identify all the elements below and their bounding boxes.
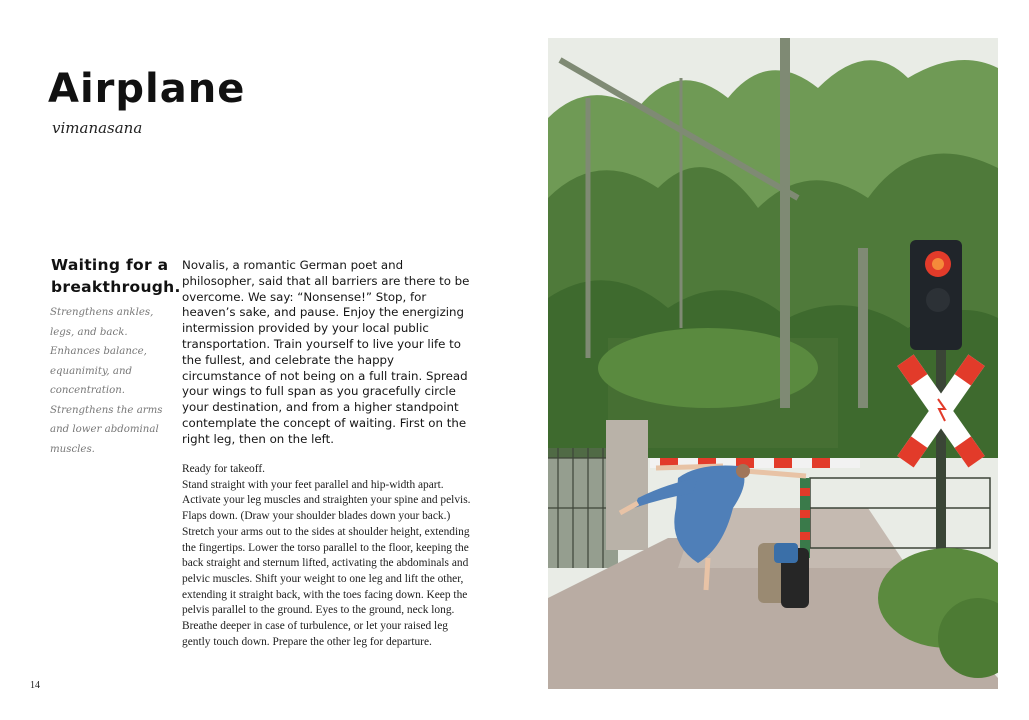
benefits-text: Strengthens ankles, legs, and back. Enhances balance, equanimity, and concentration. Strengthens the arms and lower abdominal muscles. [50, 307, 163, 455]
page-number: 14 [30, 680, 40, 691]
instruction-line: Ready for takeoff. [182, 463, 265, 475]
instruction-line: Flaps down. (Draw your shoulder blades down your back.) [182, 510, 451, 523]
instruction-line: Stretch your arms out to the sides at shoulder height, extending the fingertips. Lower the torso parallel to the floor, keeping the back straight and sternum lifted, activating the abdominals and pelvic muscles. Shift your weight to one leg and lift the other, extending it straight back, with the toes facing down. Keep the pelvis parallel to the ground. Eyes to the ground, neck long. [182, 525, 470, 617]
pose-photo [548, 38, 998, 689]
instruction-line: Stand straight with your feet parallel and hip-width apart. Activate your leg muscles and straighten your spine and pelvis. [182, 478, 471, 507]
sanskrit-name: vimanasana [52, 119, 143, 137]
instructions-block [182, 462, 472, 650]
intro-paragraph: Novalis, a romantic German poet and philosopher, said that all barriers are there to be overcome. We say: “Nonsense!” Stop, for heaven’s sake, and pause. Enjoy the energizing intermission provided by your local public transportation. Train yourself to live your life to the fullest, and celebrate the happy circumstance of not being on a full train. Spread your wings to full span as you gracefully circle your destination, and from a higher standpoint contemplate the concept of waiting. First on the right leg, then on the left. [182, 258, 470, 446]
instruction-line: Breathe deeper in case of turbulence, or let your raised leg gently touch down. Prepare the other leg for departure. [182, 620, 448, 648]
pose-title: Airplane [48, 66, 246, 112]
section-heading: Waiting for a breakthrough. [51, 256, 181, 296]
